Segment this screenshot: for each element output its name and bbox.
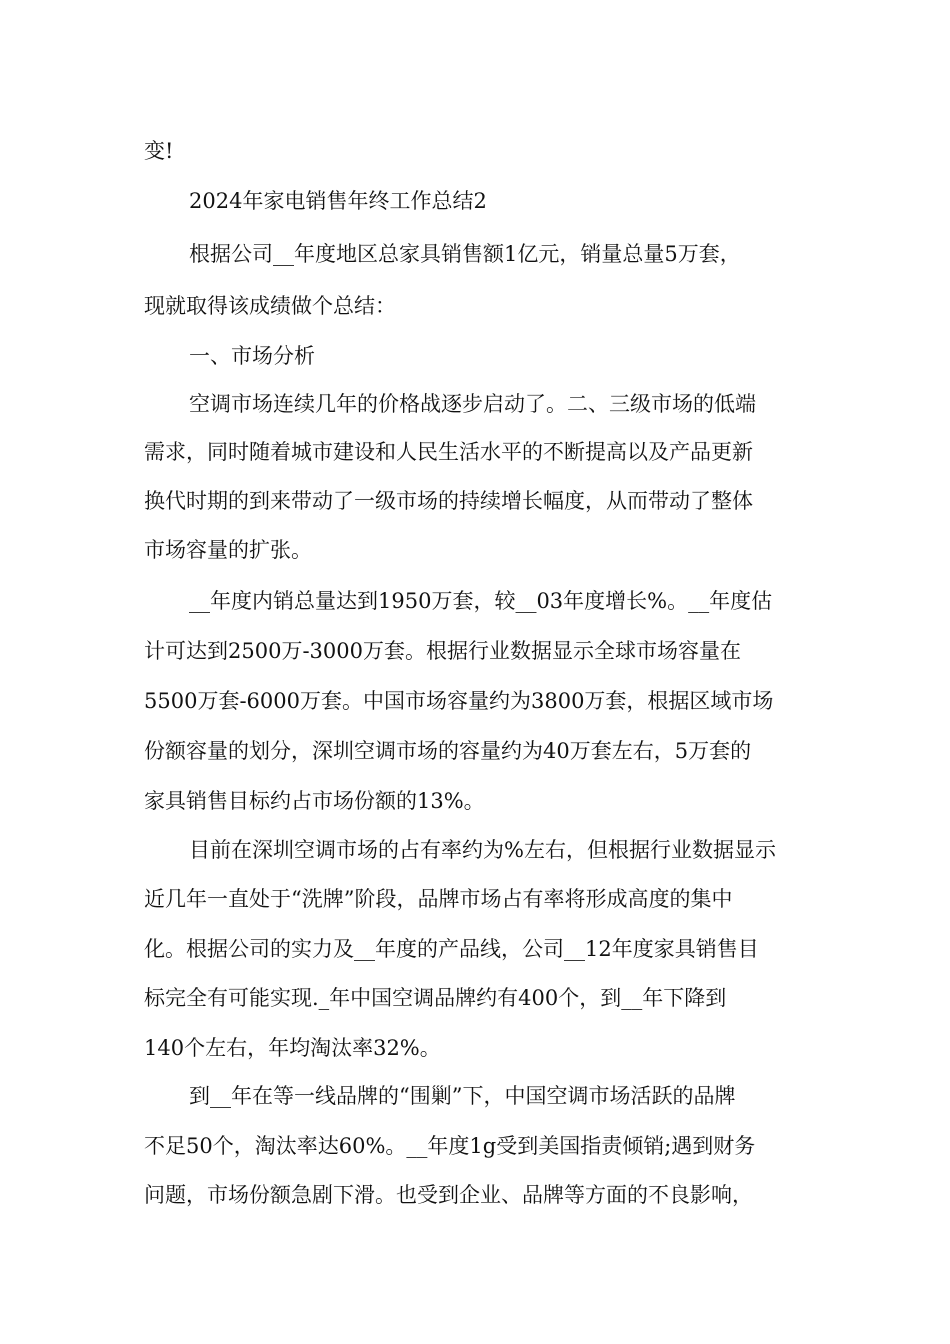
text-line: 份额容量的划分，深圳空调市场的容量约为40万套左右，5万套的 — [144, 739, 752, 763]
text-line: 市场容量的扩张。 — [144, 538, 312, 562]
text-line: 到__年在等一线品牌的“围剿”下，中国空调市场活跃的品牌 — [189, 1084, 736, 1108]
text-line: __年度内销总量达到1950万套，较__03年度增长%。__年度估 — [189, 589, 773, 613]
text-line: 近几年一直处于“洗牌”阶段，品牌市场占有率将形成高度的集中 — [144, 887, 733, 911]
text-line: 问题，市场份额急剧下滑。也受到企业、品牌等方面的不良影响， — [144, 1183, 753, 1207]
text-line: 不足50个，淘汰率达60%。__年度1g受到美国指责倾销;遇到财务 — [144, 1134, 756, 1158]
text-line: 目前在深圳空调市场的占有率约为%左右，但根据行业数据显示 — [189, 838, 776, 862]
text-line: 140个左右，年均淘汰率32%。 — [144, 1036, 441, 1060]
text-line: 换代时期的到来带动了一级市场的持续增长幅度，从而带动了整体 — [144, 489, 753, 513]
text-line: 标完全有可能实现._年中国空调品牌约有400个，到__年下降到 — [144, 986, 727, 1010]
text-line: 现就取得该成绩做个总结： — [144, 294, 396, 318]
text-line: 根据公司__年度地区总家具销售额1亿元，销量总量5万套， — [189, 242, 741, 266]
text-line: 化。根据公司的实力及__年度的产品线，公司__12年度家具销售目 — [144, 937, 759, 961]
text-line: 计可达到2500万-3000万套。根据行业数据显示全球市场容量在 — [144, 639, 741, 663]
text-line: 需求，同时随着城市建设和人民生活水平的不断提高以及产品更新 — [144, 440, 753, 464]
text-line: 空调市场连续几年的价格战逐步启动了。二、三级市场的低端 — [189, 392, 756, 416]
text-line: 5500万套-6000万套。中国市场容量约为3800万套，根据区域市场 — [144, 689, 774, 713]
text-line: 家具销售目标约占市场份额的13%。 — [144, 789, 485, 813]
section-title: 2024年家电销售年终工作总结2 — [189, 189, 487, 213]
section-heading: 一、市场分析 — [189, 344, 315, 368]
text-line: 变! — [144, 139, 174, 163]
